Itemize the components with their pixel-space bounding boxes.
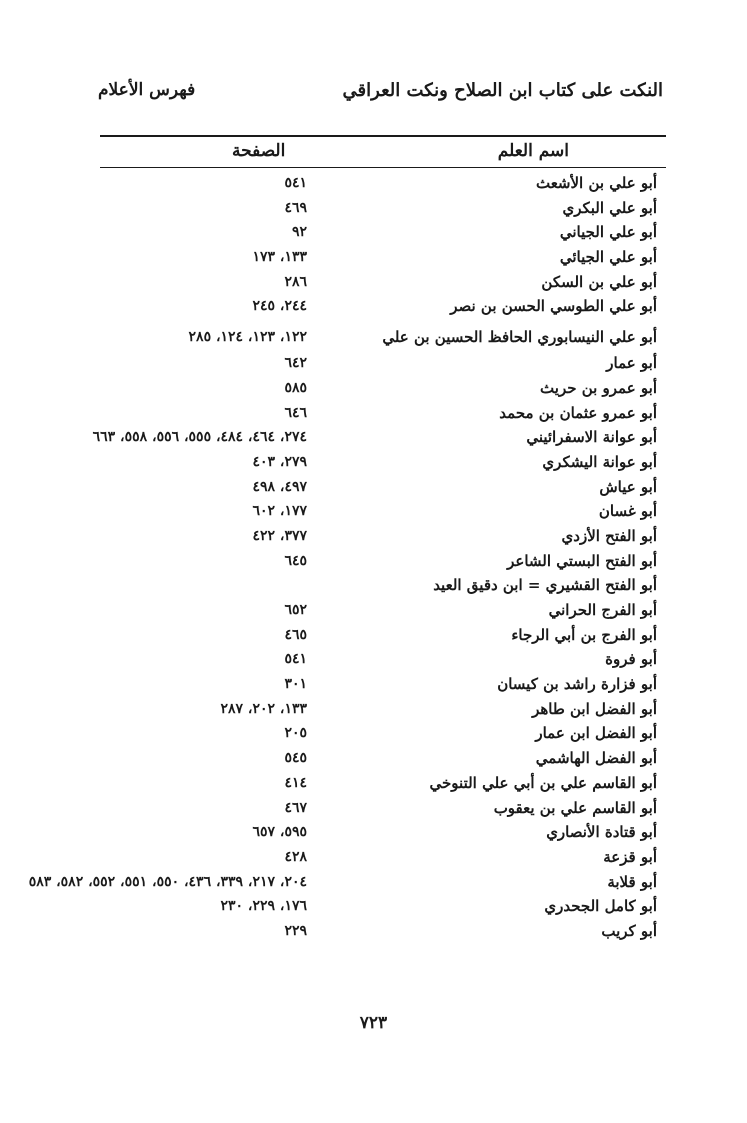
table-row [0, 599, 747, 624]
table-top-rule [100, 135, 666, 137]
entry-pages: ٢٨٦ [284, 273, 307, 290]
entry-name: أبو عمرو بن حريث [540, 378, 657, 397]
entry-name: أبو عياش [599, 477, 657, 496]
column-header-name: اسم العلم [497, 141, 569, 161]
entry-name: أبو عوانة اليشكري [542, 452, 657, 471]
entry-name: أبو علي الجياني [559, 223, 657, 242]
entry-name: أبو الفتح البستي الشاعر [507, 551, 657, 570]
entry-pages: ٤٦٩ [284, 199, 307, 216]
table-row [0, 352, 747, 377]
entry-pages: ١٢٢، ١٢٣، ١٢٤، ٢٨٥ [188, 329, 307, 346]
entry-name: أبو الفضل ابن عمار [535, 724, 657, 743]
table-row [0, 797, 747, 822]
entry-name: أبو علي بن السكن [541, 272, 657, 291]
table-row [0, 920, 747, 945]
entry-pages: ٦٤٢ [284, 355, 307, 372]
entry-name: أبو قلابة [607, 872, 657, 891]
entry-name: أبو الفضل ابن طاهر [532, 699, 657, 718]
entry-pages: ٦٤٦ [284, 404, 307, 421]
table-row [0, 271, 747, 296]
entry-pages: ٣٠١ [284, 676, 307, 693]
running-header-section: فهرس الأعلام [98, 80, 196, 100]
column-header-pages: الصفحة [232, 141, 286, 161]
table-row [0, 871, 747, 896]
running-header-title: النكت على كتاب ابن الصلاح ونكت العراقي [342, 80, 663, 101]
entry-pages: ٥٤١ [284, 175, 307, 191]
table-row [0, 500, 747, 525]
table-row [0, 772, 747, 797]
table-row [0, 377, 747, 402]
table-row [0, 320, 747, 352]
entry-pages: ٦٥٢ [284, 602, 307, 618]
table-row [0, 172, 747, 197]
table-row [0, 698, 747, 723]
entry-name: أبو عمار [606, 354, 657, 373]
entry-pages: ٤٦٧ [284, 799, 307, 816]
table-row [0, 846, 747, 871]
table-row [0, 426, 747, 451]
table-row [0, 246, 747, 271]
entry-pages: ٤٢٨ [284, 848, 307, 865]
table-row [0, 722, 747, 747]
entry-name: أبو فروة [605, 650, 657, 669]
entry-name: أبو عوانة الاسفرائيني [526, 428, 657, 447]
entry-name: أبو علي النيسابوري الحافظ الحسين بن علي [382, 328, 657, 347]
table-row [0, 295, 747, 320]
entry-pages: ١٧٧، ٦٠٢ [252, 503, 307, 520]
entry-name: أبو كامل الجحدري [544, 897, 657, 916]
table-row [0, 197, 747, 222]
entry-name: أبو علي البكري [562, 198, 657, 217]
entry-pages: ٢٧٩، ٤٠٣ [252, 453, 307, 470]
table-row [0, 648, 747, 673]
entry-pages: ٢٧٤، ٤٦٤، ٤٨٤، ٥٥٥، ٥٥٦، ٥٥٨، ٦٦٣ [92, 429, 307, 446]
table-row [0, 574, 747, 599]
entry-pages: ٤٩٧، ٤٩٨ [252, 478, 307, 495]
page-number: ٧٢٣ [359, 1013, 388, 1033]
entry-name: أبو علي الطوسي الحسن بن نصر [450, 297, 657, 316]
entry-pages: ٥٩٥، ٦٥٧ [252, 824, 307, 841]
table-row [0, 402, 747, 427]
entry-pages: ٥٤١ [284, 651, 307, 668]
entry-name: أبو القاسم علي بن أبي علي التنوخي [429, 773, 657, 792]
entry-pages: ٥٨٥ [284, 379, 307, 396]
entry-name: أبو غسان [598, 502, 657, 521]
entry-pages: ٦٤٥ [284, 552, 307, 569]
entry-name: أبو فزارة راشد بن كيسان [497, 675, 657, 694]
entry-pages: ١٣٣، ١٧٣ [252, 249, 307, 266]
entry-name: أبو عمرو عثمان بن محمد [499, 403, 657, 422]
entry-pages: ٥٤٥ [284, 750, 307, 767]
table-row [0, 624, 747, 649]
index-table [0, 172, 747, 945]
table-row [0, 476, 747, 501]
entry-pages: ٢٠٤، ٢١٧، ٣٣٩، ٤٣٦، ٥٥٠، ٥٥١، ٥٥٢، ٥٨٢، ٥٨٣ [28, 873, 307, 890]
entry-pages: ٣٧٧، ٤٢٢ [252, 527, 307, 544]
table-header-rule [100, 167, 666, 168]
entry-pages: ٩٢ [291, 224, 307, 241]
entry-pages: ٢٤٤، ٢٤٥ [252, 298, 307, 315]
entry-name: أبو الفرج الحراني [548, 601, 657, 619]
entry-pages: ٢٢٩ [284, 922, 307, 939]
entry-pages: ٤١٤ [284, 774, 307, 791]
entry-name: أبو قتادة الأنصاري [546, 823, 657, 842]
table-row [0, 221, 747, 246]
entry-pages: ١٣٣، ٢٠٢، ٢٨٧ [220, 700, 307, 717]
entry-name: أبو الفضل الهاشمي [535, 749, 657, 768]
entry-name: أبو الفتح القشيري = ابن دقيق العيد [433, 576, 657, 595]
entry-pages: ٢٠٥ [284, 725, 307, 742]
table-row [0, 747, 747, 772]
table-row [0, 673, 747, 698]
entry-name: أبو الفتح الأزدي [561, 526, 657, 545]
table-row [0, 525, 747, 550]
entry-name: أبو القاسم علي بن يعقوب [493, 798, 657, 817]
table-row [0, 451, 747, 476]
entry-name: أبو علي الجيائي [559, 248, 657, 267]
entry-name: أبو كريب [601, 921, 657, 940]
table-row [0, 550, 747, 575]
entry-name: أبو علي بن الأشعث [535, 174, 657, 192]
entry-pages: ٤٦٥ [284, 626, 307, 643]
entry-name: أبو قزعة [603, 847, 657, 866]
entry-name: أبو الفرج بن أبي الرجاء [511, 625, 657, 644]
entry-pages: ١٧٦، ٢٢٩، ٢٣٠ [220, 898, 307, 915]
table-row [0, 821, 747, 846]
table-row [0, 895, 747, 920]
